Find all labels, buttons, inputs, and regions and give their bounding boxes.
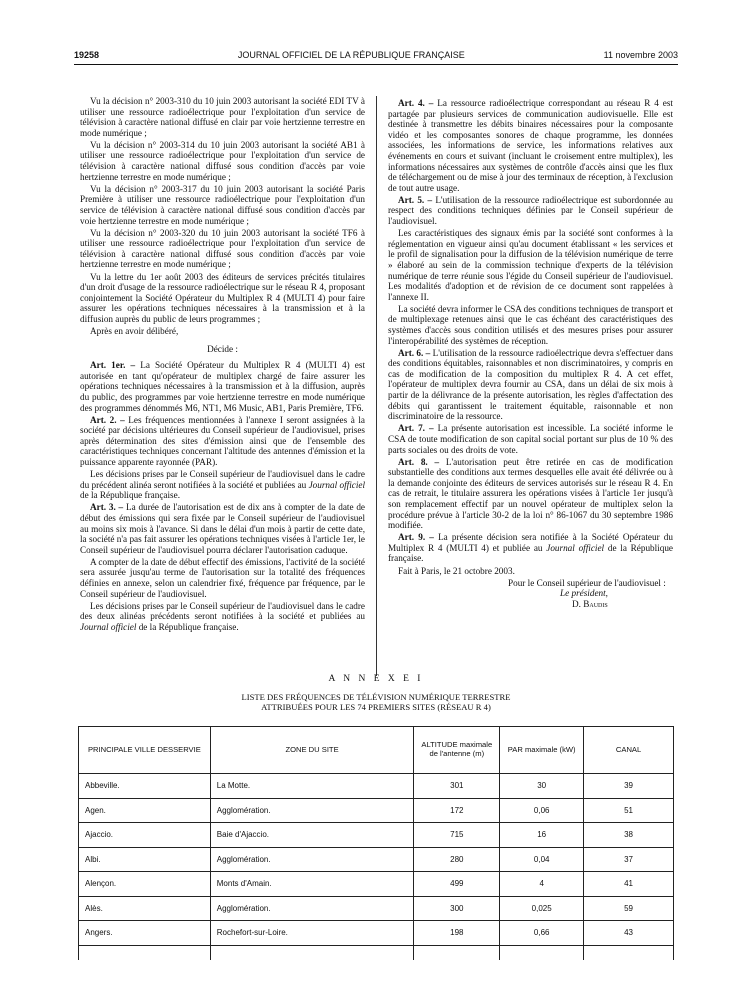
visa-paragraph: Vu la décision n° 2003-310 du 10 juin 2003 autorisant la société EDI TV à utiliser une ressource radioélectrique pour l'exploitation d'un service de télévision à caractère national diffusé en clair par voie hertzienne terrestre en mode numérique ; (80, 96, 365, 138)
table-row (79, 896, 674, 921)
cell-city: Alès. (79, 896, 211, 921)
table-row (79, 798, 674, 823)
cell-empty (79, 945, 211, 960)
cell-canal: 51 (584, 798, 674, 823)
article-1 (80, 360, 365, 413)
article-text: La durée de l'autorisation est de dix ans à compter de la date de début des émissions qui sera fixée par le Conseil supérieur de l'audiovisuel au moins six mois à l'avance. Si dans le délai d'un mois à partir de cette date, la société n'a pas fait assurer les opérations techniques visées à l'article 1er, le Conseil supérieur de l'audiovisuel pourra déclarer l'autorisation caduque. (80, 502, 366, 555)
article-label: Art. 7. – (398, 423, 434, 434)
done-at: Fait à Paris, le 21 octobre 2003. (398, 565, 515, 576)
cell-par: 0,66 (500, 921, 584, 946)
article-5-paragraph-3: La société devra informer le CSA des conditions techniques de transport et de multiplexage retenues ainsi que le cas échéant des caractéristiques des systèmes d'accès sous condition utilisés et des mesures prises pour assurer l'interopérabilité des systèmes de réception. (388, 303, 673, 346)
article-text: de la République française. (388, 542, 673, 564)
cell-canal: 43 (584, 921, 674, 946)
article-label: Art. 8. – (398, 456, 440, 467)
article-text: La présente autorisation est incessible. La société informe le CSA de toute modification de son capital social portant sur plus de 10 % des parts sociales ou des droits de vote. (388, 423, 673, 455)
visa-paragraph: Vu la décision n° 2003-320 du 10 juin 2003 autorisant la société TF6 à utiliser une ressource radioélectrique pour l'exploitation d'un service de télévision à caractère national diffusé sous condition d'accès par voie hertzienne terrestre en mode numérique ; (80, 227, 365, 270)
cell-city: Abbeville. (79, 774, 211, 799)
cell-canal: 59 (584, 896, 674, 921)
cell-zone: Agglomération. (210, 896, 414, 921)
cell-zone: Rochefort-sur-Loire. (210, 921, 414, 946)
article-4 (388, 98, 673, 193)
cell-par: 30 (500, 774, 584, 799)
signature-line-1: Pour le Conseil supérieur de l'audiovisuel : (508, 577, 666, 588)
article-label: Art. 2. – (90, 414, 125, 425)
cell-canal: 39 (584, 774, 674, 799)
cell-zone: Monts d'Amain. (210, 872, 414, 897)
article-text: L'utilisation de la ressource radioélectrique est subordonnée au respect des conditions techniques définies par le Conseil supérieur de l'audiovisuel. (388, 194, 673, 227)
article-5-paragraph-2: Les caractéristiques des signaux émis par la société sont conformes à la réglementation en vigueur ainsi qu'au document établissant « les services et le profil de signalisation pour la diffusion de la télévision numérique de terre » élaboré au sein de la commission technique d'experts de la télévision numérique de terre réunie sous l'égide du Conseil supérieur de l'audiovisuel. Les modalités d'adoption et de révision de ce document sont rappelées à l'annexe II. (388, 228, 673, 302)
cell-zone: Agglomération. (210, 847, 414, 872)
article-2-paragraph-2 (80, 469, 365, 501)
article-label: Art. 3. – (90, 502, 124, 513)
cell-city: Angers. (79, 921, 211, 946)
cell-par: 16 (500, 823, 584, 848)
cell-canal: 37 (584, 847, 674, 872)
annexe-subtitle (80, 692, 672, 712)
journal-name: Journal officiel (80, 621, 137, 632)
journal-name: Journal officiel (546, 542, 605, 553)
cell-canal: 38 (584, 823, 674, 848)
cell-empty (500, 945, 584, 960)
cell-par: 0,06 (500, 798, 584, 823)
table-header-row (79, 727, 674, 774)
article-3-paragraph-3 (80, 601, 365, 633)
cell-city: Ajaccio. (79, 823, 211, 848)
cell-zone: Baie d'Ajaccio. (210, 823, 414, 848)
paragraph-text: Les décisions prises par le Conseil supérieur de l'audiovisuel dans le cadre des deux alinéas précédents seront notifiées à la société et publiées au (80, 600, 365, 622)
column-divider (376, 96, 377, 676)
cell-altitude: 715 (414, 823, 500, 848)
table-row (79, 823, 674, 848)
table-row (79, 774, 674, 799)
cell-par: 0,04 (500, 847, 584, 872)
article-9 (388, 532, 673, 564)
visa-paragraph: Vu la décision n° 2003-317 du 10 juin 2003 autorisant la société Paris Première à utiliser une ressource radioélectrique pour l'exploitation d'un service de télévision à caractère national diffusé sous condition d'accès par voie hertzienne terrestre en mode numérique ; (80, 183, 365, 226)
visa-paragraph: Vu la décision n° 2003-314 du 10 juin 2003 autorisant la société AB1 à utiliser une ressource radioélectrique pour l'exploitation d'un service de télévision à caractère national diffusé sous condition d'accès par voie hertzienne terrestre en mode numérique ; (80, 139, 365, 182)
frequency-table (78, 726, 674, 960)
cell-city: Agen. (79, 798, 211, 823)
table-row (79, 847, 674, 872)
article-text: Les fréquences mentionnées à l'annexe I seront assignées à la société par décisions ultérieures du Conseil supérieur de l'audiovisuel, prises après détermination des sites d'émission ainsi que de l'ensemble des caractéristiques techniques concernant l'altitude des antennes d'émission et la puissance apparente rayonnée (PAR). (80, 414, 365, 467)
left-column (80, 96, 365, 634)
article-text: La Société Opérateur du Multiplex R 4 (MULTI 4) est autorisée en tant qu'opérateur de multiplex chargé de faire assurer les opérations techniques nécessaires à la transmission et à la diffusion, auprès du public, des programmes par voie hertzienne terrestre en mode numérique des programmes dénommés M6, NT1, M6 Music, AB1, Paris Première, TF6. (80, 360, 365, 413)
signature-name: D. Baudis (572, 598, 608, 609)
annexe-subtitle-line: LISTE DES FRÉQUENCES DE TÉLÉVISION NUMÉRIQUE TERRESTRE (241, 692, 511, 702)
visa-paragraph: Vu la lettre du 1er août 2003 des éditeurs de services précités titulaires d'un droit d'usage de la ressource radioélectrique sur le réseau R 4, proposant conjointement la Société Opérateur du Multiplex R 4 (MULTI 4) pour faire assurer les opérations techniques nécessaires à la transmission et à la diffusion auprès du public de leurs programmes ; (80, 271, 365, 324)
cell-empty (584, 945, 674, 960)
issue-date: 11 novembre 2003 (603, 50, 678, 60)
table-row (79, 921, 674, 946)
visa-paragraph: Après en avoir délibéré, (90, 325, 179, 336)
header-zone: ZONE DU SITE (210, 727, 414, 774)
header-canal: CANAL (584, 727, 674, 774)
annexe-title: A N N E X E I (328, 674, 424, 684)
header-par: PAR maximale (kW) (500, 727, 584, 774)
article-text: La présente décision sera notifiée à la Société Opérateur du Multiplex R 4 (MULTI 4) et publiée au (388, 532, 673, 553)
cell-altitude: 300 (414, 896, 500, 921)
signature-line-2: Le président, (560, 588, 608, 599)
cell-par: 0,025 (500, 896, 584, 921)
paragraph-text: de la République française. (80, 490, 180, 501)
table-row-partial (79, 945, 674, 960)
article-5 (388, 195, 673, 227)
cell-zone: Agglomération. (210, 798, 414, 823)
header-rule (74, 64, 678, 65)
annexe-subtitle-line: ATTRIBUÉES POUR LES 74 PREMIERS SITES (RÉSEAU R 4) (261, 702, 491, 712)
page-header (74, 48, 678, 62)
article-2 (80, 415, 365, 468)
cell-altitude: 499 (414, 872, 500, 897)
page-number: 19258 (74, 50, 100, 60)
cell-empty (414, 945, 500, 960)
cell-city: Albi. (79, 847, 211, 872)
journal-title: JOURNAL OFFICIEL DE LA RÉPUBLIQUE FRANÇAISE (237, 50, 465, 60)
journal-name: Journal officiel (308, 479, 366, 490)
article-3 (80, 502, 365, 555)
article-7 (388, 423, 673, 455)
cell-canal: 41 (584, 872, 674, 897)
paragraph-text: Les décisions prises par le Conseil supérieur de l'audiovisuel dans le cadre du précédent alinéa seront notifiées à la société et publiées au (80, 469, 365, 490)
decide-heading: Décide : (207, 343, 238, 354)
article-6 (388, 348, 673, 422)
header-city: PRINCIPALE VILLE DESSERVIE (79, 727, 211, 774)
cell-altitude: 198 (414, 921, 500, 946)
article-label: Art. 6. – (398, 347, 431, 358)
article-text: L'autorisation peut être retirée en cas de modification substantielle des conditions aux termes desquelles elle avait été délivrée ou à la demande conjointe des éditeurs de services autorisés sur le réseau R 4. En cas de retrait, le titulaire assurera les opérations visées à l'article 1er jusqu'à son remplacement effectif par un nouvel opérateur de multiplex selon la procédure prévue à l'article 30-2 de la loi n° 86-1067 du 30 septembre 1986 modifiée. (388, 456, 674, 531)
table-row (79, 872, 674, 897)
article-8 (388, 457, 673, 531)
article-label: Art. 4. – (398, 98, 434, 108)
header-altitude: ALTITUDE maximale de l'antenne (m) (414, 727, 500, 774)
article-3-paragraph-2: A compter de la date de début effectif des émissions, l'activité de la société sera assurée jusqu'au terme de l'autorisation sur la totalité des fréquences définies en annexe, selon un calendrier fixé, fréquence par fréquence, par le Conseil supérieur de l'audiovisuel. (80, 556, 365, 599)
cell-city: Alençon. (79, 872, 211, 897)
cell-altitude: 280 (414, 847, 500, 872)
cell-par: 4 (500, 872, 584, 897)
article-text: La ressource radioélectrique correspondant au réseau R 4 est partagée par plusieurs services de communication audiovisuelle. Elle est destinée à transmettre les débits binaires nécessaires pour la composante vidéo et les composantes sonores de chaque programme, les données associées, les informations de service, les informations relatives aux événements en cours et suivant (incluant le croisement entre multiplex), les informations nécessaires aux systèmes de contrôle d'accès ainsi que les flux de téléchargement ou de mise à jour des terminaux de réception, à l'exclusion de tout autre usage. (388, 98, 673, 193)
article-label: Art. 5. – (398, 194, 433, 205)
article-label: Art. 9. – (398, 532, 434, 543)
article-label: Art. 1er. – (90, 360, 136, 371)
cell-altitude: 301 (414, 774, 500, 799)
right-column (388, 98, 673, 609)
cell-altitude: 172 (414, 798, 500, 823)
cell-zone: La Motte. (210, 774, 414, 799)
paragraph-text: de la République française. (138, 621, 239, 632)
article-text: L'utilisation de la ressource radioélectrique devra s'effectuer dans des conditions équitables, raisonnables et non discriminatoires, y compris en cas de modification de la composition du multiplex R 4. A cet effet, l'opérateur de multiplex devra fournir au CSA, dans un délai de six mois à partir de la délivrance de la présente autorisation, les règles d'affectation des débits qui garantissent le traitement équitable, raisonnable et non discriminatoire de la ressource. (388, 347, 673, 422)
cell-empty (210, 945, 414, 960)
